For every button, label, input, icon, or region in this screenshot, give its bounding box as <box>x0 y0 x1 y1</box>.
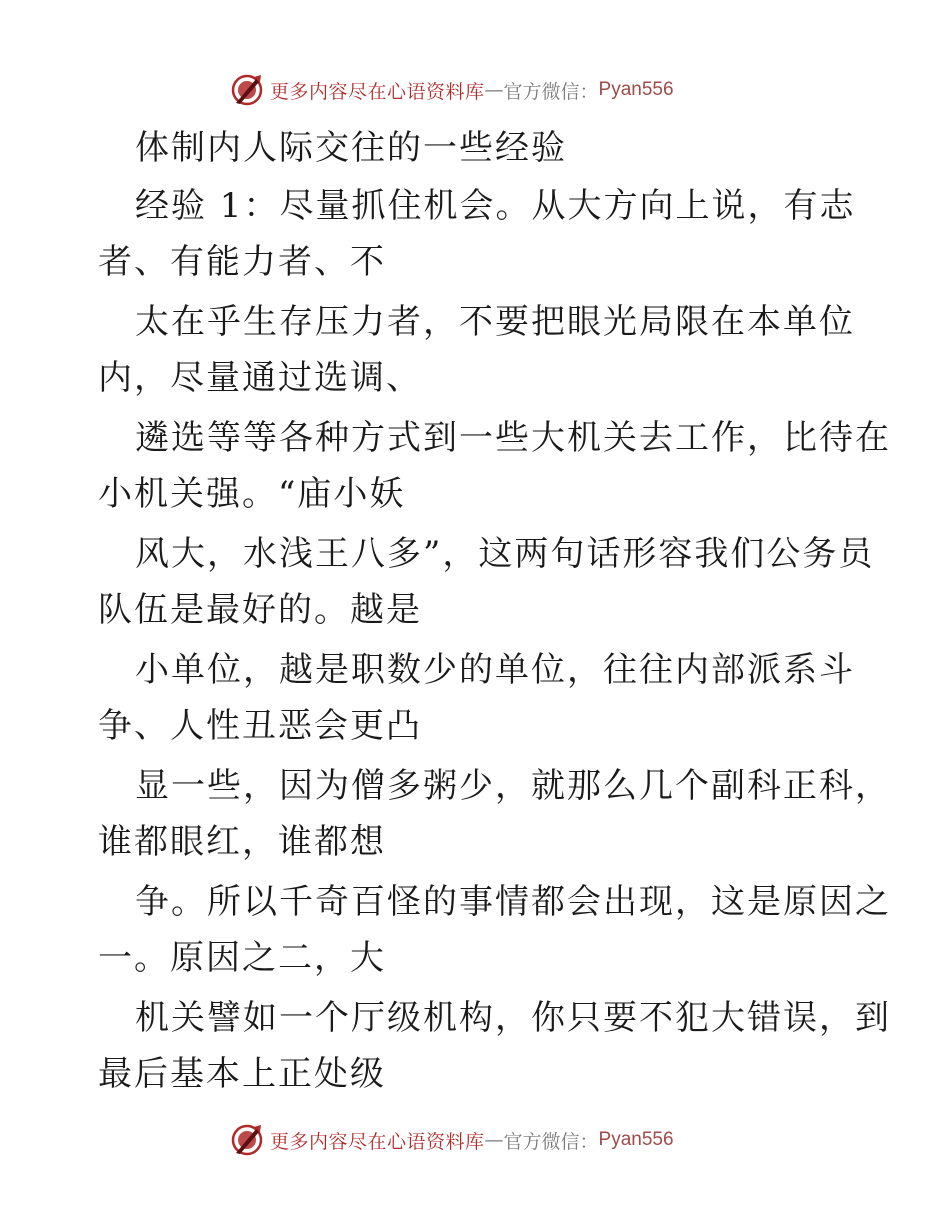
body-line: 内，尽量通过选调、 <box>98 358 422 398</box>
body-line: 争。所以千奇百怪的事情都会出现，这是原因之 <box>135 882 891 922</box>
header-watermark <box>230 70 674 110</box>
watermark-site-text: 更多内容尽在心语资料库 <box>270 80 485 103</box>
body-line: 最后基本上正处级 <box>98 1054 386 1094</box>
quill-pen-logo-icon <box>230 73 264 107</box>
watermark-separator: — <box>484 1129 504 1151</box>
body-line: 显一些，因为僧多粥少，就那么几个副科正科， <box>135 766 891 806</box>
document-title: 体制内人际交往的一些经验 <box>135 128 567 168</box>
body-line: 一。原因之二，大 <box>98 938 386 978</box>
body-line: 小单位，越是职数少的单位，往往内部派系斗 <box>135 650 855 690</box>
body-line: 小机关强。“庙小妖 <box>98 474 406 514</box>
body-line: 机关譬如一个厅级机构，你只要不犯大错误，到 <box>135 998 891 1038</box>
body-line: 遴选等等各种方式到一些大机关去工作，比待在 <box>135 418 891 458</box>
body-line: 者、有能力者、不 <box>98 242 386 282</box>
quill-pen-logo-icon <box>230 1123 264 1157</box>
body-line: 经验 1：尽量抓住机会。从大方向上说，有志 <box>135 186 856 226</box>
footer-watermark <box>230 1120 674 1160</box>
body-line: 谁都眼红，谁都想 <box>98 822 386 862</box>
body-line: 争、人性丑恶会更凸 <box>98 706 422 746</box>
watermark-official-label: 官方微信： <box>503 80 599 103</box>
watermark-site-text: 更多内容尽在心语资料库 <box>270 1130 485 1153</box>
body-line: 太在乎生存压力者，不要把眼光局限在本单位 <box>135 302 855 342</box>
body-line: 队伍是最好的。越是 <box>98 590 422 630</box>
watermark-wechat-id: Pyan556 <box>598 1129 674 1150</box>
body-line: 风大，水浅王八多”，这两句话形容我们公务员 <box>135 534 875 574</box>
watermark-wechat-id: Pyan556 <box>598 79 674 100</box>
watermark-separator: — <box>484 79 504 101</box>
watermark-official-label: 官方微信： <box>503 1130 599 1153</box>
